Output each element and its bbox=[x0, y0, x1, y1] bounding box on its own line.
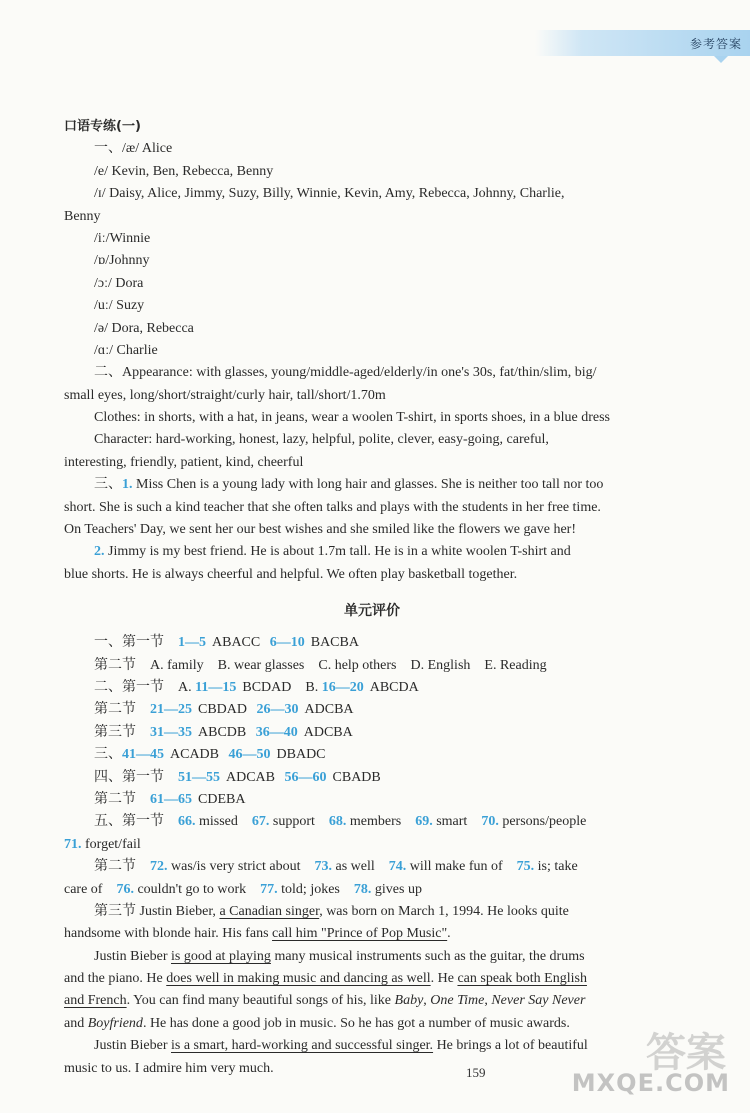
essay-line: music to us. I admire him very much. bbox=[64, 1060, 274, 1076]
essay-underline: does well in making music and dancing as well bbox=[166, 971, 431, 987]
song-title: Baby bbox=[394, 993, 424, 1009]
phonetic-symbol: /ɪ/ bbox=[94, 186, 110, 202]
phonetic-line bbox=[64, 161, 680, 183]
item-range: 61—65 bbox=[150, 791, 192, 807]
item-range: 51—55 bbox=[178, 769, 220, 785]
item-range: 6—10 bbox=[269, 635, 305, 651]
answer-page bbox=[64, 116, 680, 1080]
paragraph-line: blue shorts. He is always cheerful and helpful. We often play basketball together. bbox=[64, 566, 518, 582]
unit-title: 单元评价 bbox=[344, 603, 400, 620]
item-number: 68. bbox=[328, 814, 347, 830]
essay-line bbox=[64, 990, 680, 1012]
essay-underline: a Canadian singer bbox=[219, 903, 320, 919]
paragraph-line: short. She is such a kind teacher that she often talks and plays with the students in her free time. bbox=[64, 499, 601, 515]
phonetic-words: Alice bbox=[141, 141, 173, 157]
essay-text: many musical instruments such as the guitar, the drums bbox=[270, 948, 585, 964]
answer-row bbox=[64, 856, 680, 878]
phonetic-symbol: 一、/æ/ bbox=[94, 141, 142, 157]
row-label: 第三节 bbox=[94, 724, 150, 740]
answer-word: forget/fail bbox=[85, 836, 141, 852]
phonetic-words: Johnny bbox=[109, 253, 150, 269]
item-range: 1—5 bbox=[178, 635, 206, 651]
item-range: 31—35 bbox=[150, 724, 192, 740]
answer-word: as well bbox=[335, 859, 375, 875]
phonetic-symbol: /ɒ/ bbox=[94, 253, 110, 269]
phonetic-line bbox=[64, 183, 680, 205]
answer-word: is; take bbox=[537, 859, 578, 875]
answer-row bbox=[64, 767, 680, 789]
watermark-logo bbox=[571, 1015, 736, 1101]
phonetic-words: Suzy bbox=[116, 298, 145, 314]
answer-row bbox=[64, 744, 680, 766]
answer-word: support bbox=[272, 814, 315, 830]
phonetic-words: Kevin, Ben, Rebecca, Benny bbox=[111, 163, 274, 179]
essay-line bbox=[64, 968, 680, 990]
row-label: 三、 bbox=[94, 747, 122, 763]
phonetic-words: Dora, Rebecca bbox=[111, 320, 194, 336]
answer-row bbox=[64, 834, 680, 856]
paragraph-line: On Teachers' Day, we sent her our best wishes and she smiled like the flowers we gave her! bbox=[64, 522, 576, 538]
essay-line bbox=[64, 901, 680, 923]
phonetic-symbol: /uː/ bbox=[94, 298, 117, 314]
phonetic-symbol: /iː/ bbox=[94, 230, 110, 246]
item-range: 11—15 bbox=[195, 679, 237, 695]
answer-row bbox=[64, 722, 680, 744]
answer-key: CBADB bbox=[332, 769, 381, 785]
item-number: 1. bbox=[122, 477, 133, 493]
phonetic-symbol: /ɔː/ bbox=[94, 275, 116, 291]
answer-key: ABCDB bbox=[198, 724, 247, 740]
item-number: 69. bbox=[415, 814, 433, 830]
essay-text: handsome with blonde hair. His fans bbox=[64, 926, 273, 942]
phonetic-line bbox=[64, 295, 680, 317]
item-number: 74. bbox=[388, 859, 407, 875]
phonetic-line bbox=[64, 228, 680, 250]
item-range: 56—60 bbox=[284, 769, 327, 785]
essay-text: Justin Bieber bbox=[94, 948, 171, 964]
phonetic-line bbox=[64, 250, 680, 272]
item-number: 70. bbox=[481, 814, 499, 830]
answer-row: 第二节 A. family B. wear glasses C. help others D. English E. Reading bbox=[94, 657, 547, 673]
phonetic-words: Winnie bbox=[109, 230, 151, 246]
essay-line bbox=[64, 923, 680, 945]
row-label: 第二节 bbox=[94, 791, 150, 807]
item-number: 77. bbox=[260, 881, 278, 897]
answer-word: will make fun of bbox=[409, 859, 503, 875]
answer-key: BCDAD B. bbox=[242, 679, 322, 695]
phonetic-line bbox=[64, 138, 680, 160]
phonetic-words: Benny bbox=[64, 208, 101, 224]
phonetic-line bbox=[64, 206, 680, 228]
answer-word: smart bbox=[436, 814, 468, 830]
answer-row bbox=[64, 677, 680, 699]
phonetic-words: Dora bbox=[115, 275, 144, 291]
section-heading: 口语专练(一) bbox=[64, 119, 141, 134]
answer-row bbox=[64, 879, 680, 901]
character-line: interesting, friendly, patient, kind, cheerful bbox=[64, 454, 304, 470]
answer-key: CBDAD bbox=[198, 702, 248, 718]
answer-key: DBADC bbox=[276, 747, 326, 763]
item-number: 67. bbox=[251, 814, 270, 830]
answer-word: was/is very strict about bbox=[171, 859, 301, 875]
item-number: 75. bbox=[516, 859, 535, 875]
essay-underline: can speak both English bbox=[457, 971, 587, 987]
row-label: 第二节 bbox=[94, 859, 150, 875]
character-line: Character: hard-working, honest, lazy, helpful, polite, clever, easy-going, careful, bbox=[94, 432, 549, 448]
row-label: 二、第一节 A. bbox=[94, 679, 196, 695]
essay-text: . bbox=[447, 926, 451, 942]
item-range: 21—25 bbox=[150, 702, 192, 718]
phonetic-words: Daisy, Alice, Jimmy, Suzy, Billy, Winnie, Kevin, Amy, Rebecca, Johnny, Charlie, bbox=[109, 186, 565, 202]
phonetic-words: Charlie bbox=[116, 342, 158, 358]
essay-text: . He has done a good job in music. So he has got a number of music awards. bbox=[142, 1015, 570, 1031]
clothes-line: Clothes: in shorts, with a hat, in jeans, wear a woolen T-shirt, in sports shoes, in a blue dress bbox=[94, 410, 610, 426]
essay-text: He brings a lot of beautiful bbox=[433, 1038, 588, 1054]
answer-word: couldn't go to work bbox=[137, 881, 247, 897]
item-number: 66. bbox=[178, 814, 196, 830]
item-number: 71. bbox=[64, 836, 82, 852]
item-range: 41—45 bbox=[122, 747, 164, 763]
essay-text: Justin Bieber bbox=[94, 1038, 171, 1054]
header-banner bbox=[535, 30, 750, 56]
answer-word: members bbox=[349, 814, 402, 830]
item-range: 46—50 bbox=[228, 747, 271, 763]
page-number: 159 bbox=[466, 1065, 486, 1080]
item-number: 2. bbox=[94, 544, 105, 560]
answer-row bbox=[64, 789, 680, 811]
watermark-bottom: MXQE.COM bbox=[571, 1069, 730, 1097]
answer-row bbox=[64, 632, 680, 654]
answer-key: ABCDA bbox=[369, 679, 419, 695]
answer-key: ADCAB bbox=[226, 769, 276, 785]
phonetic-line bbox=[64, 340, 680, 362]
paragraph-line bbox=[64, 541, 680, 563]
essay-text: , bbox=[423, 993, 431, 1009]
essay-text: , bbox=[484, 993, 492, 1009]
row-label: 第二节 bbox=[94, 702, 150, 718]
essay-line bbox=[64, 946, 680, 968]
answer-key: BACBA bbox=[310, 635, 359, 651]
answer-key: ABACC bbox=[212, 635, 261, 651]
banner-pointer bbox=[714, 56, 728, 63]
essay-underline: call him "Prince of Pop Music" bbox=[272, 926, 448, 942]
answer-word: missed bbox=[199, 814, 238, 830]
phonetic-symbol: /ə/ bbox=[94, 320, 112, 336]
answer-key: ACADB bbox=[170, 747, 220, 763]
essay-underline: and French bbox=[64, 993, 127, 1009]
answer-word: persons/people bbox=[502, 814, 587, 830]
essay-text: . You can find many beautiful songs of his, like bbox=[126, 993, 395, 1009]
appearance-line: 二、Appearance: with glasses, young/middle-aged/elderly/in one's 30s, fat/thin/slim, big/ bbox=[94, 365, 597, 381]
answer-word: told; jokes bbox=[281, 881, 340, 897]
item-range: 26—30 bbox=[256, 702, 299, 718]
song-title: Boyfriend bbox=[87, 1015, 143, 1031]
item-number: 76. bbox=[116, 881, 134, 897]
paragraph-text: Miss Chen is a young lady with long hair and glasses. She is neither too tall nor too bbox=[132, 477, 604, 493]
song-title: One Time bbox=[430, 993, 485, 1009]
banner-label: 参考答案 bbox=[689, 37, 742, 51]
item-range: 36—40 bbox=[255, 724, 298, 740]
paragraph-line bbox=[64, 474, 680, 496]
item-number: 73. bbox=[314, 859, 332, 875]
row-label: 四、第一节 bbox=[94, 769, 178, 785]
essay-underline: is good at playing bbox=[171, 948, 271, 964]
phonetic-symbol: /ɑː/ bbox=[94, 342, 117, 358]
phonetic-line bbox=[64, 273, 680, 295]
row-label: 一、第一节 bbox=[94, 635, 178, 651]
essay-text: , was born on March 1, 1994. He looks quite bbox=[319, 903, 569, 919]
item-number: 78. bbox=[353, 881, 372, 897]
answer-key: CDEBA bbox=[198, 791, 246, 807]
watermark-top: 答案 bbox=[646, 1030, 726, 1076]
answer-key: ADCBA bbox=[304, 702, 354, 718]
answer-word: gives up bbox=[374, 881, 422, 897]
essay-text: 第三节 Justin Bieber, bbox=[94, 903, 220, 919]
essay-underline: is a smart, hard-working and successful singer. bbox=[171, 1038, 434, 1054]
row-label: 五、第一节 bbox=[94, 814, 178, 830]
song-title: Never Say Never bbox=[491, 993, 586, 1009]
row-label: care of bbox=[64, 881, 117, 897]
essay-text: and the piano. He bbox=[64, 971, 167, 987]
appearance-line: small eyes, long/short/straight/curly hair, tall/short/1.70m bbox=[64, 387, 386, 403]
item-number: 72. bbox=[150, 859, 168, 875]
phonetic-line bbox=[64, 318, 680, 340]
phonetic-symbol: /e/ bbox=[94, 163, 112, 179]
item-range: 16—20 bbox=[321, 679, 364, 695]
answer-key: ADCBA bbox=[303, 724, 353, 740]
essay-text: . He bbox=[430, 971, 458, 987]
part-prefix: 三、 bbox=[94, 477, 122, 493]
answer-row bbox=[64, 811, 680, 833]
essay-text: and bbox=[64, 1015, 88, 1031]
answer-row bbox=[64, 699, 680, 721]
paragraph-text: Jimmy is my best friend. He is about 1.7m tall. He is in a white woolen T-shirt and bbox=[104, 544, 571, 560]
